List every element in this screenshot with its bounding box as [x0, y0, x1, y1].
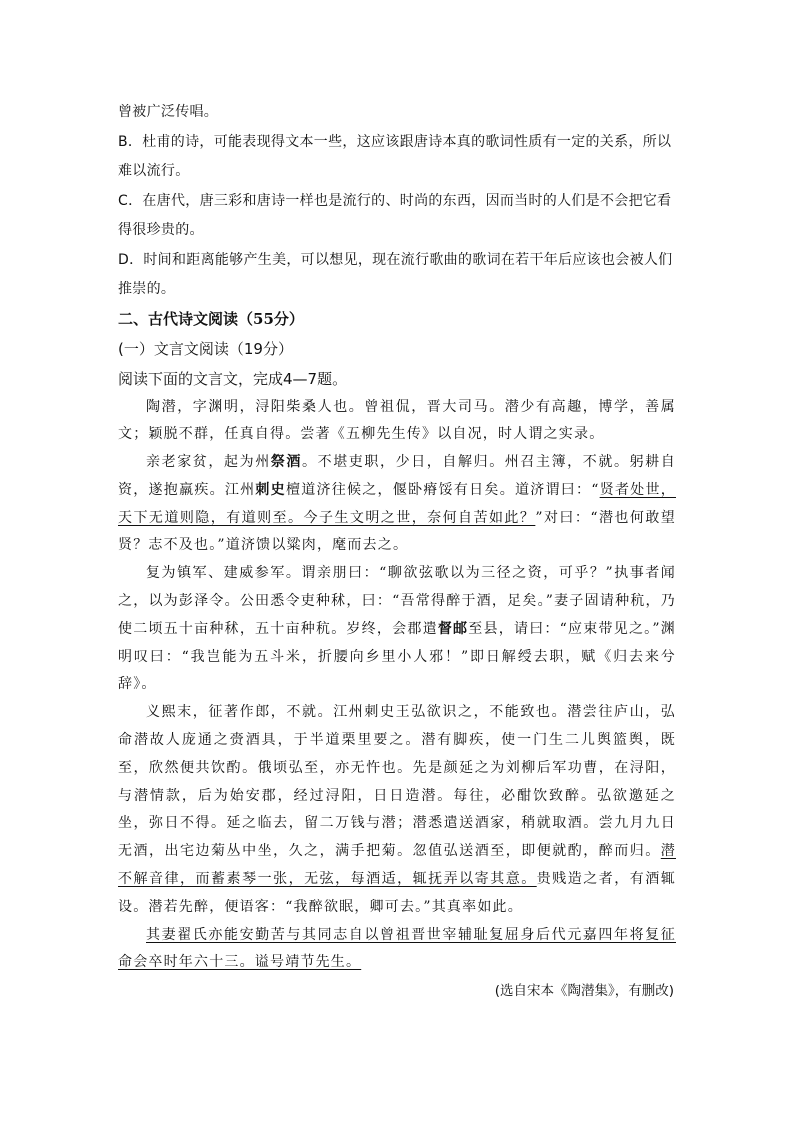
- text-run: 。不堪吏职，少日，自解归。州召主簿，不就。躬耕自资，遂抱羸疾。江州: [118, 454, 676, 498]
- source-citation: (选自宋本《陶潜集》，有删改): [494, 983, 674, 1000]
- text-run: 义熙末，征著作郎，不就。江州刺史王弘欲识之，不能致也。潜尝往庐山，弘命潜故人庞通之赍酒具，于半道栗里要之。潜有脚疾，使一门生二儿舆篮舆，既至，欣然便共饮酌。俄顷弘至，亦无忤也。先是颜延之为刘柳后军功曹，在浔阳，与潜情款，后为始安郡，经过浔阳，日日造潜。每往，必酣饮致醉。弘欲邀延之坐，弥日不得。延之临去，留二万钱与潜；潜悉遣送酒家，稍就取酒。尝九月九日无酒，出宅边菊丛中坐，久之，满手把菊。忽值弘送酒至，即便就酌，醉而归。: [118, 704, 676, 860]
- text-run: 至县，请曰：“应束带见之。”渊明叹曰：“我岂能为五斗米，折腰向乡里小人邪！”即日解绶去职，赋《归去来兮辞》。: [118, 620, 676, 693]
- option-c: C．在唐代，唐三彩和唐诗一样也是流行的、时尚的东西，因而当时的人们是不会把它看得很珍贵的。: [118, 192, 672, 238]
- document-page: [118, 98, 676, 1005]
- subsection-title: (一）文言文阅读（19分）: [118, 339, 293, 358]
- option-a-tail: 曾被广泛传唱。: [118, 104, 219, 120]
- text-run: 复为镇军、建威参军。谓亲朋曰：“聊欲弦歌以为三径之资，可乎？”执事者闻之，以为彭泽令。公田悉令吏种秫，曰：“吾常得醉于酒，足矣。”妻子固请种秔，乃使二顷五十亩种秫，五十亩种秔。岁终，会郡遣: [118, 565, 676, 637]
- option-d: D．时间和距离能够产生美，可以想见，现在流行歌曲的歌词在若干年后应该也会被人们推崇的。: [118, 251, 673, 297]
- text-run: 贵贱造之者，有酒辄设。潜若先醉，便语客：“我醉欲眠，卿可去。”其真率如此。: [118, 871, 676, 915]
- passage-paragraph-1: 陶潜，字渊明，浔阳柴桑人也。曾祖侃，晋大司马。潜少有高趣，博学，善属文；颖脱不群，任真自得。尝著《五柳先生传》以自况，时人谓之实录。: [118, 398, 676, 443]
- underlined-sentence-3: 其妻翟氏亦能安勤苦与其同志自以曾祖晋世宰辅耻复屈身后代元嘉四年将复征命会卒时年六十三。谥号靖节先生。: [118, 926, 676, 971]
- underlined-sentence-2: 潜不解音律，而蓄素琴一张，无弦，每酒适，辄抚弄以寄其意。: [118, 843, 676, 888]
- passage-paragraph-2: [118, 449, 676, 560]
- keyword-jijiu: 祭酒: [270, 454, 302, 471]
- passage-paragraph-5: [118, 922, 676, 978]
- reading-instruction: 阅读下面的文言文，完成4—7题。: [118, 369, 348, 388]
- text-run: 亲老家贫，起为州: [146, 454, 271, 471]
- passage-paragraph-4: [118, 699, 676, 921]
- keyword-cishi: 刺史: [255, 481, 286, 498]
- section-title: 二、古代诗文阅读（55分）: [118, 309, 304, 328]
- text-run: 檀道济往候之，偃卧瘠馁有日矣。道济谓曰：“: [285, 481, 600, 498]
- option-b: B．杜甫的诗，可能表现得文本一些，这应该跟唐诗本真的歌词性质有一定的关系，所以难以流行。: [118, 133, 672, 179]
- keyword-duyou: 督邮: [437, 620, 469, 637]
- underlined-sentence-1: 贤者处世，天下无道则隐，有道则至。今子生文明之世，奈何自苦如此？: [118, 481, 676, 526]
- text-run: ”对曰：“潜也何敢望贤？志不及也。”道济馈以粱肉，麾而去之。: [118, 509, 676, 554]
- passage-paragraph-3: [118, 560, 676, 699]
